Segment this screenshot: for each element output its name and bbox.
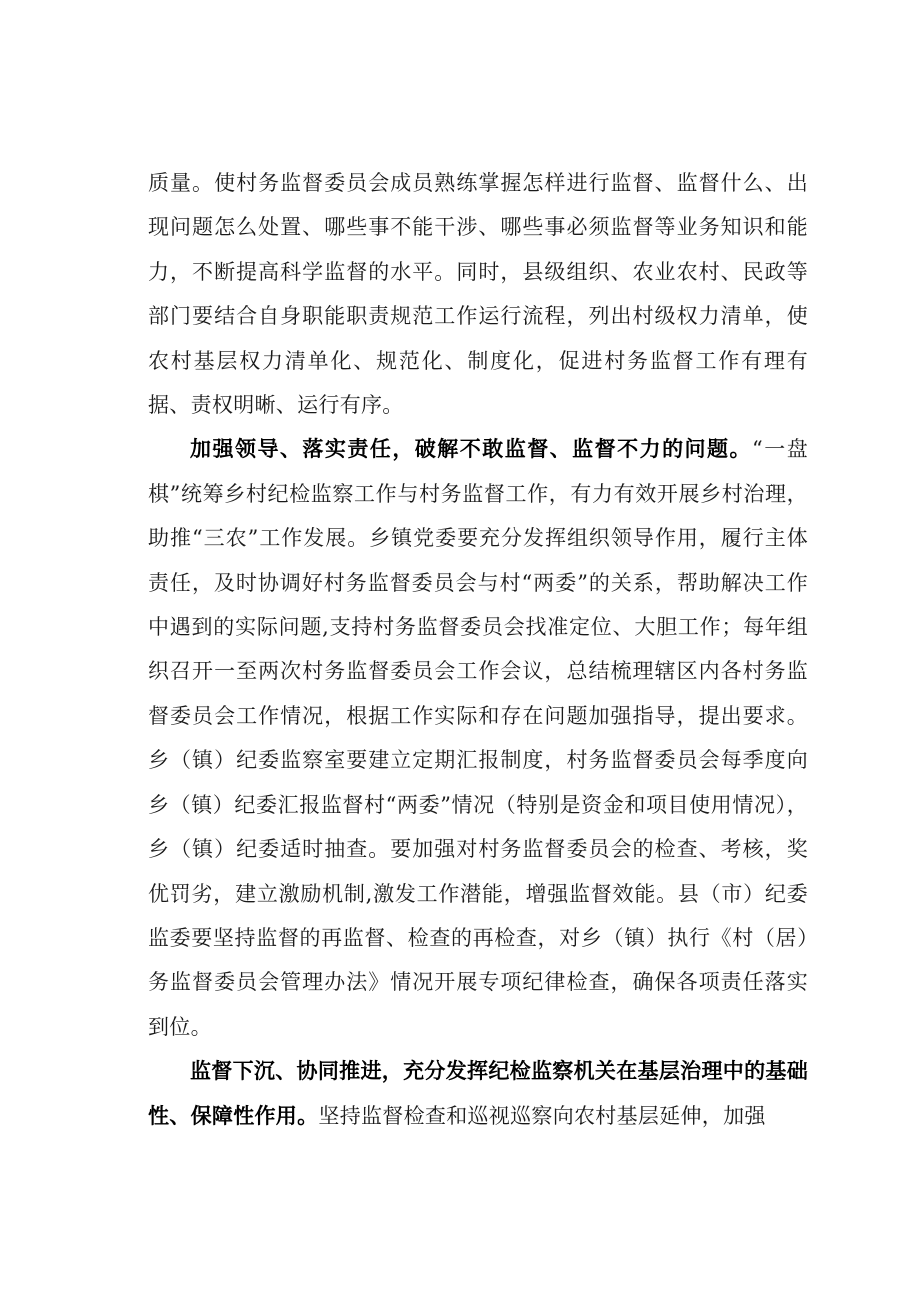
paragraph-1 bbox=[148, 161, 808, 427]
paragraph-2 bbox=[148, 427, 808, 1049]
paragraph-2-body: “一盘棋”统筹乡村纪检监察工作与村务监督工作，有力有效开展乡村治理，助推“三农”工作发展。乡镇党委要充分发挥组织领导作用，履行主体责任，及时协调好村务监督委员会与村“两委”的关系，帮助解决工作中遇到的实际问题,支持村务监督委员会找准定位、大胆工作；每年组织召开一至两次村务监督委员会工作会议，总结梳理辖区内各村务监督委员会工作情况，根据工作实际和存在问题加强指导，提出要求。乡（镇）纪委监察室要建立定期汇报制度，村务监督委员会每季度向乡（镇）纪委汇报监督村“两委”情况（特别是资金和项目使用情况），乡（镇）纪委适时抽查。要加强对村务监督委员会的检查、考核，奖优罚劣，建立激励机制,激发工作潜能，增强监督效能。县（市）纪委监委要坚持监督的再监督、检查的再检查，对乡（镇）执行《村（居）务监督委员会管理办法》情况开展专项纪律检查，确保各项责任落实到位。 bbox=[148, 437, 808, 1039]
paragraph-1-body: 质量。使村务监督委员会成员熟练掌握怎样进行监督、监督什么、出现问题怎么处置、哪些事不能干涉、哪些事必须监督等业务知识和能力，不断提高科学监督的水平。同时，县级组织、农业农村、民政等部门要结合自身职能职责规范工作运行流程，列出村级权力清单，使农村基层权力清单化、规范化、制度化，促进村务监督工作有理有据、责权明晰、运行有序。 bbox=[148, 171, 808, 418]
paragraph-2-heading: 加强领导、落实责任，破解不敢监督、监督不力的问题。 bbox=[190, 436, 752, 462]
paragraph-3-heading: 监督下沉、协同推进，充分发挥纪检监察机关在基层治理中的基础性、保障性作用。 bbox=[148, 1058, 808, 1128]
paragraph-3 bbox=[148, 1049, 808, 1138]
document-body bbox=[148, 161, 808, 1138]
paragraph-3-body: 坚持监督检查和巡视巡察向农村基层延伸，加强 bbox=[318, 1103, 766, 1128]
